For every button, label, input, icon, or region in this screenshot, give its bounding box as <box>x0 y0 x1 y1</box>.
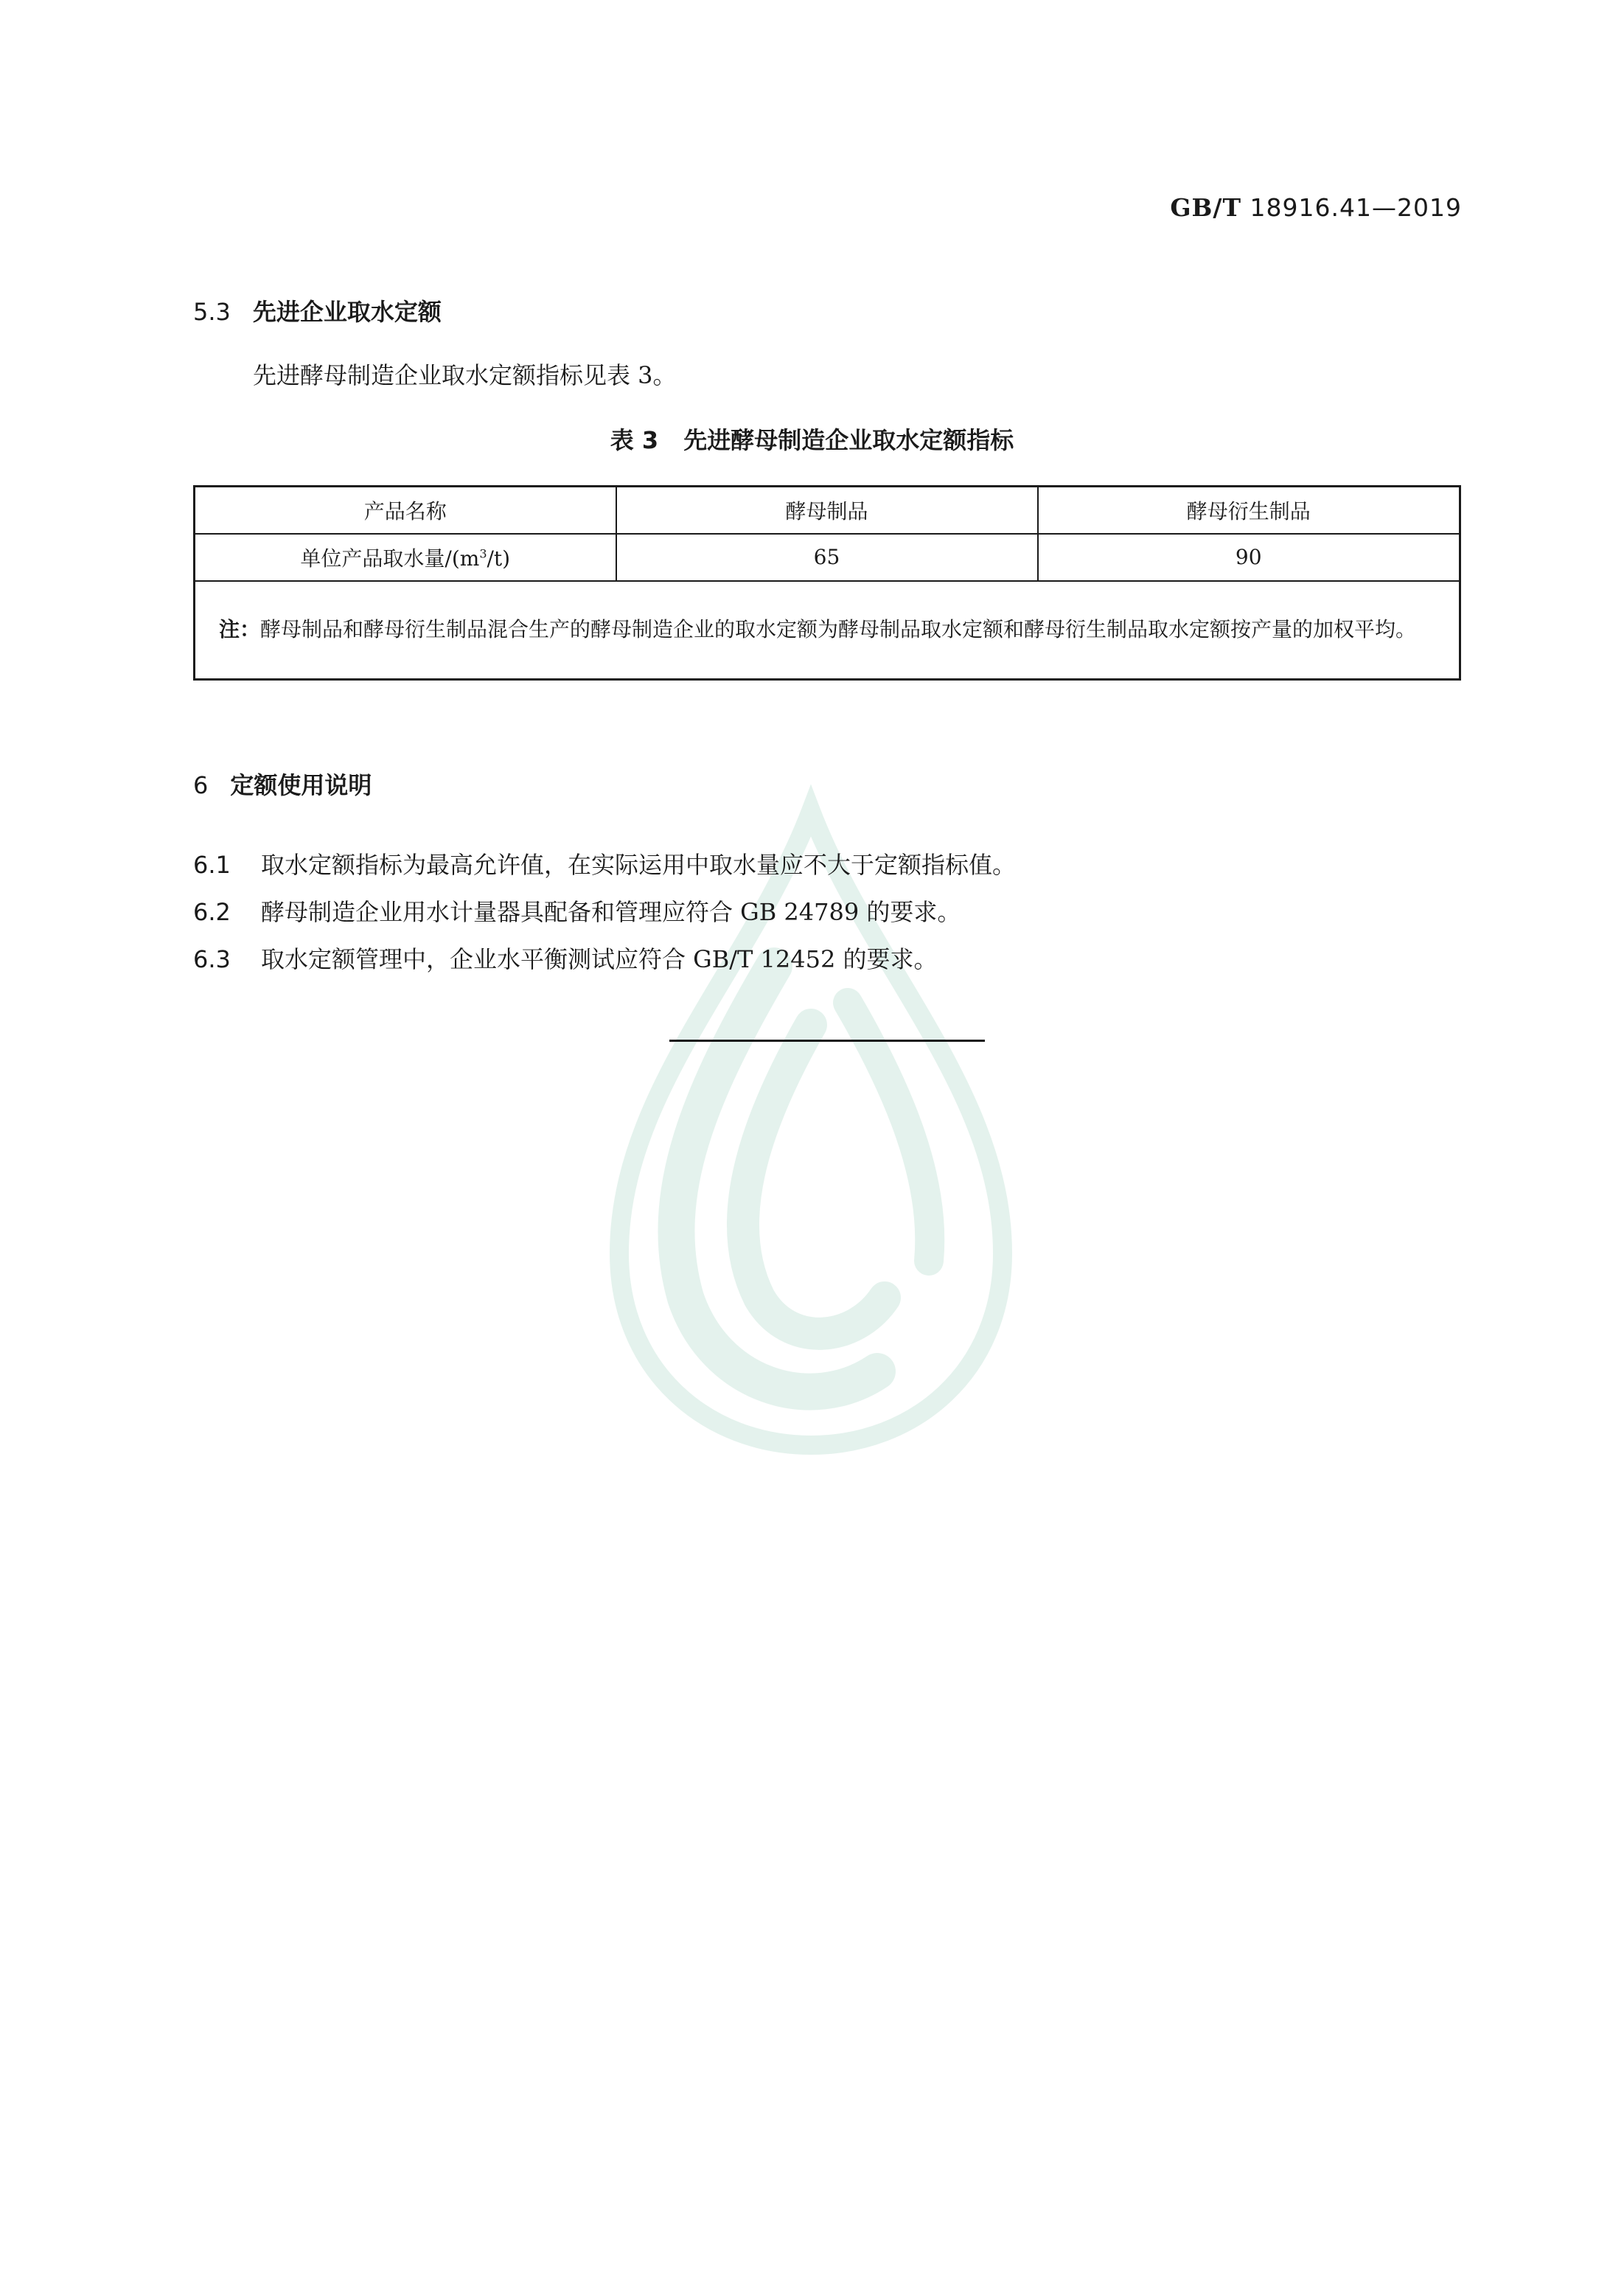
standard-prefix: GB/T <box>1170 193 1242 222</box>
clause-number: 6.1 <box>193 851 231 879</box>
row-label-cell <box>195 534 616 581</box>
table-title <box>0 422 1624 456</box>
clause-text: 取水定额管理中，企业水平衡测试应符合 GB/T 12452 的要求。 <box>261 945 938 973</box>
clause-6-2 <box>193 894 961 928</box>
table-header-row <box>195 487 1460 534</box>
table-note-cell <box>195 581 1460 680</box>
section-title: 先进企业取水定额 <box>252 298 442 326</box>
table-header-cell: 酵母衍生制品 <box>1038 487 1460 534</box>
table-header-cell: 酵母制品 <box>616 487 1038 534</box>
row-label-superscript: 3 <box>479 546 487 561</box>
section-number: 6 <box>193 771 209 799</box>
table-value-cell: 90 <box>1038 534 1460 581</box>
water-drop-logo-icon <box>590 782 1032 1460</box>
section-6-heading <box>193 767 372 801</box>
clause-6-3 <box>193 941 938 975</box>
end-of-document-rule <box>669 1040 985 1042</box>
clause-number: 6.2 <box>193 898 231 926</box>
section-number: 5.3 <box>193 298 231 326</box>
section-5-3-heading <box>193 293 442 327</box>
clause-6-1 <box>193 846 1016 880</box>
section-title: 定额使用说明 <box>230 771 372 799</box>
standard-code <box>1170 193 1462 222</box>
table-row <box>195 534 1460 581</box>
note-label: 注： <box>219 617 261 642</box>
clause-text: 取水定额指标为最高允许值，在实际运用中取水量应不大于定额指标值。 <box>261 851 1017 879</box>
clause-text: 酵母制造企业用水计量器具配备和管理应符合 GB 24789 的要求。 <box>261 898 961 926</box>
table-number: 表 3 <box>610 426 659 454</box>
section-5-3-body: 先进酵母制造企业取水定额指标见表 3。 <box>253 361 677 389</box>
standard-number: 18916.41—2019 <box>1250 193 1462 222</box>
table-note-row <box>195 581 1460 680</box>
water-quota-table <box>193 485 1461 681</box>
table-header-cell: 产品名称 <box>195 487 616 534</box>
table-value-cell: 65 <box>616 534 1038 581</box>
note-text: 酵母制品和酵母衍生制品混合生产的酵母制造企业的取水定额为酵母制品取水定额和酵母衍生制品取水定额按产量的加权平均。 <box>260 617 1417 642</box>
row-label-prefix: 单位产品取水量/(m <box>300 546 480 571</box>
table-caption: 先进酵母制造企业取水定额指标 <box>683 426 1014 454</box>
clause-number: 6.3 <box>193 945 231 973</box>
row-label-suffix: /t) <box>487 546 511 571</box>
